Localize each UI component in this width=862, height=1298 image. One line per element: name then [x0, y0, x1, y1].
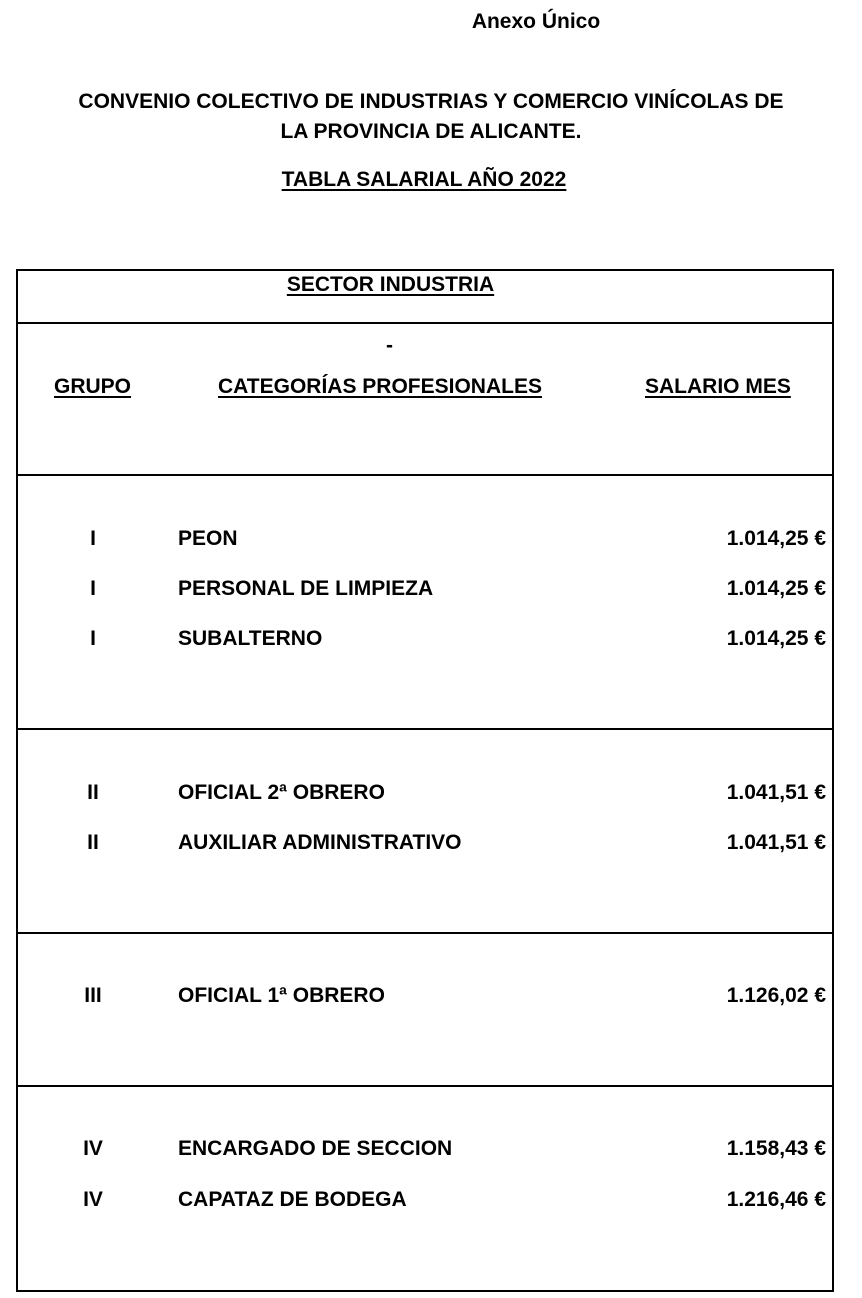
- header-grupo-text: GRUPO: [54, 375, 132, 398]
- table-row: [18, 627, 832, 657]
- cell-grupo: IV: [83, 1188, 103, 1211]
- table-divider: [18, 474, 832, 476]
- header-categorias-text: CATEGORÍAS PROFESIONALES: [218, 375, 542, 398]
- cell-grupo: II: [87, 781, 99, 804]
- table-row: [18, 1188, 832, 1218]
- cell-categoria: ENCARGADO DE SECCION: [178, 1137, 453, 1160]
- cell-salario: 1.158,43 €: [726, 1137, 826, 1160]
- table-row: [18, 1137, 832, 1167]
- title-line-1: CONVENIO COLECTIVO DE INDUSTRIAS Y COMERCIO VINÍCOLAS DE: [78, 90, 784, 113]
- column-header-salario: [645, 375, 791, 399]
- table-divider: [18, 728, 832, 730]
- annex-heading: Anexo Único: [471, 10, 601, 33]
- cell-categoria: OFICIAL 1ª OBRERO: [178, 984, 385, 1007]
- column-header-grupo: [54, 375, 131, 399]
- cell-salario: 1.216,46 €: [726, 1188, 826, 1211]
- header-salario-text: SALARIO MES: [645, 375, 791, 398]
- table-row: [18, 984, 832, 1014]
- table-divider: [18, 1085, 832, 1087]
- table-row: [18, 831, 832, 861]
- sector-heading: [18, 273, 763, 297]
- table-row: [18, 577, 832, 607]
- cell-salario: 1.041,51 €: [726, 831, 826, 854]
- cell-grupo: IV: [83, 1137, 103, 1160]
- table-divider: [18, 932, 832, 934]
- cell-grupo: I: [90, 527, 96, 550]
- title-line-2: LA PROVINCIA DE ALICANTE.: [280, 120, 582, 143]
- cell-salario: 1.014,25 €: [726, 527, 826, 550]
- cell-categoria: SUBALTERNO: [178, 627, 323, 650]
- cell-grupo: II: [87, 831, 99, 854]
- subtitle-text: TABLA SALARIAL AÑO 2022: [281, 168, 567, 191]
- cell-categoria: PERSONAL DE LIMPIEZA: [178, 577, 434, 600]
- cell-categoria: AUXILIAR ADMINISTRATIVO: [178, 831, 462, 854]
- cell-grupo: I: [90, 577, 96, 600]
- table-row: [18, 527, 832, 557]
- table-divider: [18, 322, 832, 324]
- salary-table: [16, 269, 834, 1292]
- header-dash: -: [386, 334, 393, 357]
- cell-salario: 1.014,25 €: [726, 577, 826, 600]
- cell-categoria: PEON: [178, 527, 238, 550]
- cell-salario: 1.126,02 €: [726, 984, 826, 1007]
- sector-text: SECTOR INDUSTRIA: [286, 273, 495, 296]
- column-header-categorias: [218, 375, 542, 399]
- cell-categoria: OFICIAL 2ª OBRERO: [178, 781, 385, 804]
- document-subtitle: [20, 168, 828, 192]
- cell-salario: 1.014,25 €: [726, 627, 826, 650]
- table-row: [18, 781, 832, 811]
- cell-grupo: I: [90, 627, 96, 650]
- cell-grupo: III: [84, 984, 102, 1007]
- document-title: [20, 87, 842, 147]
- cell-salario: 1.041,51 €: [726, 781, 826, 804]
- cell-categoria: CAPATAZ DE BODEGA: [178, 1188, 407, 1211]
